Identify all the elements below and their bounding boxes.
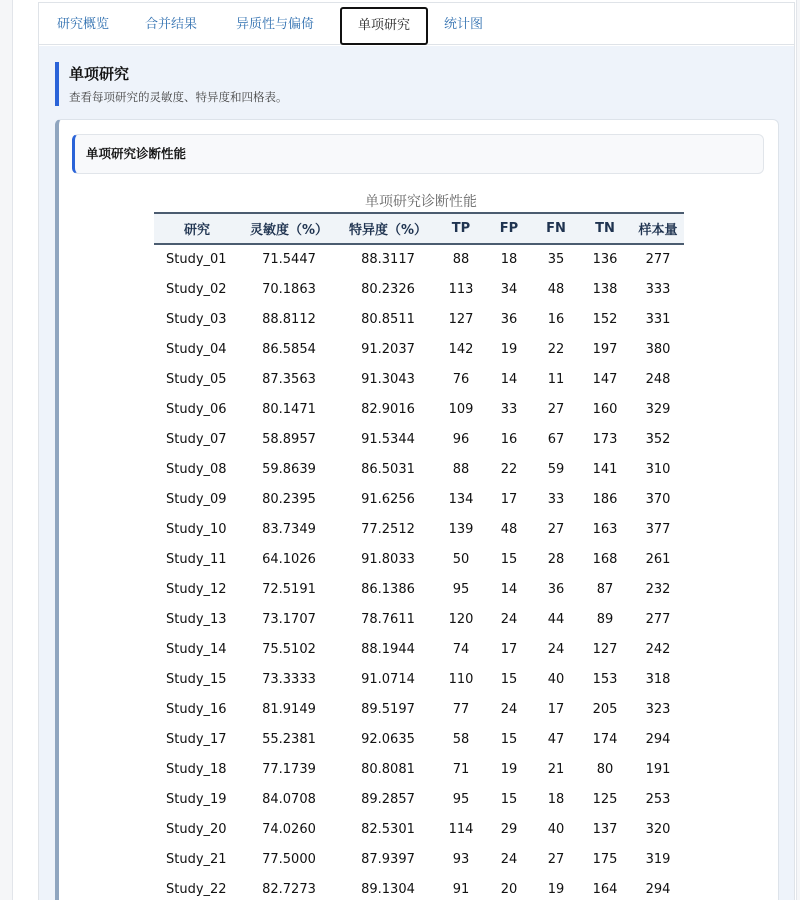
table-cell: 277 <box>645 252 671 267</box>
table-cell: 29 <box>500 821 518 837</box>
table-cell: 28 <box>547 551 565 567</box>
table-cell: 232 <box>645 581 671 597</box>
table-cell: Study_07 <box>166 431 227 447</box>
table-cell: Study_03 <box>166 311 227 327</box>
table-cell: 16 <box>500 431 518 447</box>
table-cell: 147 <box>592 371 618 387</box>
table-row <box>154 514 684 544</box>
table-row <box>154 664 684 694</box>
table-cell: 319 <box>645 851 671 867</box>
table-cell: 377 <box>645 521 671 537</box>
table-row <box>154 814 684 844</box>
table-cell: 310 <box>645 461 671 477</box>
tab-bar <box>39 3 794 45</box>
table-cell: 86.5031 <box>361 461 415 477</box>
column-header: FP <box>484 213 534 244</box>
table-row <box>154 304 684 334</box>
table-cell: Study_09 <box>166 491 227 507</box>
table-cell: 71.5447 <box>262 252 316 267</box>
table-cell: 87.9397 <box>361 851 415 867</box>
table-cell: 15 <box>500 551 518 567</box>
table-cell: 73.1707 <box>262 611 316 627</box>
table-cell: 186 <box>592 491 618 507</box>
table-cell: 24 <box>547 641 565 657</box>
table-cell: 19 <box>500 761 518 777</box>
table-cell: 22 <box>547 341 565 357</box>
table-header-row <box>154 213 684 244</box>
table-cell: 70.1863 <box>262 281 316 297</box>
table-cell: 136 <box>592 252 618 267</box>
table-cell: 27 <box>547 851 565 867</box>
table-cell: 114 <box>448 821 474 837</box>
table-cell: 109 <box>448 401 474 417</box>
table-cell: 277 <box>645 611 671 627</box>
table-cell: Study_08 <box>166 461 227 477</box>
table-cell: 370 <box>645 491 671 507</box>
table-cell: 76 <box>452 371 470 387</box>
table-cell: 80.8511 <box>361 311 415 327</box>
table-cell: 294 <box>645 881 671 897</box>
table-row <box>154 364 684 394</box>
table-cell: 88.8112 <box>262 311 316 327</box>
table-cell: 163 <box>592 521 618 537</box>
table-cell: 153 <box>592 671 618 687</box>
table-cell: 15 <box>500 671 518 687</box>
table-cell: 88 <box>452 461 470 477</box>
table-cell: 17 <box>500 641 518 657</box>
table-cell: 87 <box>596 581 614 597</box>
table-cell: 75.5102 <box>262 641 316 657</box>
table-cell: 120 <box>448 611 474 627</box>
table-cell: 77.2512 <box>361 521 415 537</box>
column-header: 灵敏度（%） <box>240 213 338 244</box>
table-cell: Study_14 <box>166 641 227 657</box>
table-cell: 86.5854 <box>262 341 316 357</box>
table-cell: 77.5000 <box>262 851 316 867</box>
table-cell: 80.2326 <box>361 281 415 297</box>
table-cell: 15 <box>500 731 518 747</box>
table-cell: 91 <box>452 881 470 897</box>
table-cell: 40 <box>547 671 565 687</box>
table-cell: 91.0714 <box>361 671 415 687</box>
table-cell: 197 <box>592 341 618 357</box>
table-cell: 14 <box>500 371 518 387</box>
table-cell: 175 <box>592 851 618 867</box>
table-cell: 110 <box>448 671 474 687</box>
table-cell: Study_21 <box>166 851 227 867</box>
table-cell: 333 <box>645 281 671 297</box>
table-cell: 14 <box>500 581 518 597</box>
page-frame <box>12 0 797 900</box>
table-cell: 20 <box>500 881 518 897</box>
table-cell: 22 <box>500 461 518 477</box>
table-cell: 164 <box>592 881 618 897</box>
table-cell: 40 <box>547 821 565 837</box>
table-cell: 95 <box>452 791 470 807</box>
table-cell: 127 <box>592 641 618 657</box>
table-cell: 80 <box>596 761 614 777</box>
table-row <box>154 244 684 274</box>
table-cell: 141 <box>592 461 618 477</box>
table-cell: 58.8957 <box>262 431 316 447</box>
table-cell: Study_11 <box>166 551 227 567</box>
table-cell: 33 <box>500 401 518 417</box>
card-title: 单项研究诊断性能 <box>72 134 764 174</box>
table-row <box>154 394 684 424</box>
section-title: 单项研究 <box>69 65 130 83</box>
table-cell: 173 <box>592 431 618 447</box>
table-cell: Study_18 <box>166 761 227 777</box>
table-cell: 21 <box>547 761 565 777</box>
table-cell: 44 <box>547 611 565 627</box>
column-header: TN <box>578 213 632 244</box>
table-cell: 82.7273 <box>262 881 316 897</box>
table-cell: Study_22 <box>166 881 227 897</box>
table-cell: 89.5197 <box>361 701 415 717</box>
table-row <box>154 484 684 514</box>
table-cell: 58 <box>452 731 470 747</box>
table-body <box>154 244 684 900</box>
table-cell: 33 <box>547 491 565 507</box>
study-performance-table <box>154 212 684 900</box>
table-cell: 24 <box>500 851 518 867</box>
table-cell: Study_19 <box>166 791 227 807</box>
table-cell: 67 <box>547 431 565 447</box>
table-row <box>154 754 684 784</box>
table-row <box>154 724 684 754</box>
table-cell: 320 <box>645 821 671 837</box>
table-cell: Study_06 <box>166 401 227 417</box>
table-cell: 160 <box>592 401 618 417</box>
main-panel <box>38 2 795 900</box>
table-cell: 142 <box>448 341 474 357</box>
table-cell: Study_04 <box>166 341 227 357</box>
table-cell: 72.5191 <box>262 581 316 597</box>
table-row <box>154 334 684 364</box>
table-cell: 352 <box>645 431 671 447</box>
tab-pooled-results[interactable]: 合并结果 <box>145 17 198 32</box>
table-cell: Study_13 <box>166 611 227 627</box>
table-cell: 88 <box>452 252 470 267</box>
table-cell: 91.2037 <box>361 341 415 357</box>
table-row <box>154 874 684 900</box>
table-cell: Study_16 <box>166 701 227 717</box>
table-cell: 253 <box>645 791 671 807</box>
table-cell: Study_10 <box>166 521 227 537</box>
table-cell: 89.2857 <box>361 791 415 807</box>
table-cell: 73.3333 <box>262 671 316 687</box>
tab-statistical-plots[interactable]: 统计图 <box>444 17 484 32</box>
table-cell: 84.0708 <box>262 791 316 807</box>
table-cell: 89.1304 <box>361 881 415 897</box>
tab-content <box>39 46 794 900</box>
table-row <box>154 844 684 874</box>
table-cell: Study_17 <box>166 731 227 747</box>
section-subtitle: 查看每项研究的灵敏度、特异度和四格表。 <box>69 90 288 104</box>
table-row <box>154 784 684 814</box>
table-row <box>154 604 684 634</box>
table-cell: Study_05 <box>166 371 227 387</box>
table-cell: 17 <box>547 701 565 717</box>
table-cell: 205 <box>592 701 618 717</box>
table-cell: 242 <box>645 641 671 657</box>
table-cell: 331 <box>645 311 671 327</box>
table-cell: 261 <box>645 551 671 567</box>
table-cell: 78.7611 <box>361 611 415 627</box>
table-cell: 27 <box>547 521 565 537</box>
table-cell: 18 <box>500 252 518 267</box>
table-cell: 93 <box>452 851 470 867</box>
table-cell: 95 <box>452 581 470 597</box>
table-cell: 139 <box>448 521 474 537</box>
table-cell: 24 <box>500 611 518 627</box>
table-cell: 125 <box>592 791 618 807</box>
table-row <box>154 454 684 484</box>
table-cell: 86.1386 <box>361 581 415 597</box>
table-cell: Study_15 <box>166 671 227 687</box>
tab-individual-studies[interactable]: 单项研究 <box>340 7 428 45</box>
column-header: FN <box>534 213 578 244</box>
tab-study-overview[interactable]: 研究概览 <box>57 17 110 32</box>
table-row <box>154 574 684 604</box>
table-row <box>154 634 684 664</box>
table-cell: 134 <box>448 491 474 507</box>
table-cell: 329 <box>645 401 671 417</box>
tab-heterogeneity-bias[interactable]: 异质性与偏倚 <box>236 17 315 32</box>
table-cell: 48 <box>500 521 518 537</box>
table-cell: 59 <box>547 461 565 477</box>
column-header: 特异度（%） <box>338 213 438 244</box>
table-cell: 248 <box>645 371 671 387</box>
column-header: 研究 <box>154 213 240 244</box>
table-cell: 168 <box>592 551 618 567</box>
section-header <box>55 62 775 106</box>
table-cell: 81.9149 <box>262 701 316 717</box>
table-cell: Study_12 <box>166 581 227 597</box>
table-cell: 27 <box>547 401 565 417</box>
table-cell: 96 <box>452 431 470 447</box>
table-cell: 152 <box>592 311 618 327</box>
table-cell: 83.7349 <box>262 521 316 537</box>
table-cell: 11 <box>547 371 565 387</box>
table-cell: 82.5301 <box>361 821 415 837</box>
table-cell: 74.0260 <box>262 821 316 837</box>
table-cell: 18 <box>547 791 565 807</box>
table-cell: 17 <box>500 491 518 507</box>
performance-card <box>55 119 779 900</box>
table-cell: 174 <box>592 731 618 747</box>
table-row <box>154 694 684 724</box>
table-row <box>154 274 684 304</box>
table-cell: 127 <box>448 311 474 327</box>
table-cell: 80.1471 <box>262 401 316 417</box>
table-cell: 89 <box>596 611 614 627</box>
table-cell: 318 <box>645 671 671 687</box>
column-header: TP <box>438 213 484 244</box>
table-cell: 35 <box>547 252 565 267</box>
table-cell: 191 <box>645 761 671 777</box>
table-cell: 91.5344 <box>361 431 415 447</box>
table-cell: 36 <box>500 311 518 327</box>
table-row <box>154 424 684 454</box>
table-cell: 59.8639 <box>262 461 316 477</box>
column-header: 样本量 <box>632 213 684 244</box>
table-cell: 16 <box>547 311 565 327</box>
table-cell: 80.2395 <box>262 491 316 507</box>
table-cell: 64.1026 <box>262 551 316 567</box>
table-cell: 77.1739 <box>262 761 316 777</box>
table-cell: 87.3563 <box>262 371 316 387</box>
table-cell: 137 <box>592 821 618 837</box>
table-cell: Study_02 <box>166 281 227 297</box>
table-cell: 92.0635 <box>361 731 415 747</box>
table-cell: 138 <box>592 281 618 297</box>
table-row <box>154 544 684 574</box>
table-cell: 91.3043 <box>361 371 415 387</box>
table-cell: 91.8033 <box>361 551 415 567</box>
table-cell: 74 <box>452 641 470 657</box>
table-cell: 19 <box>500 341 518 357</box>
table-cell: 91.6256 <box>361 491 415 507</box>
table-cell: 88.1944 <box>361 641 415 657</box>
table-cell: 77 <box>452 701 470 717</box>
table-cell: Study_01 <box>166 252 227 267</box>
table-cell: 71 <box>452 761 470 777</box>
table-cell: 19 <box>547 881 565 897</box>
table-cell: 55.2381 <box>262 731 316 747</box>
table-cell: 380 <box>645 341 671 357</box>
table-caption: 单项研究诊断性能 <box>365 194 477 210</box>
table-cell: 88.3117 <box>361 252 415 267</box>
table-cell: 47 <box>547 731 565 747</box>
table-cell: 24 <box>500 701 518 717</box>
table-cell: 323 <box>645 701 671 717</box>
table-cell: 15 <box>500 791 518 807</box>
table-cell: 48 <box>547 281 565 297</box>
table-cell: 294 <box>645 731 671 747</box>
table-cell: 34 <box>500 281 518 297</box>
table-cell: 113 <box>448 281 474 297</box>
table-cell: 82.9016 <box>361 401 415 417</box>
table-cell: 80.8081 <box>361 761 415 777</box>
table-cell: Study_20 <box>166 821 227 837</box>
table-cell: 50 <box>452 551 470 567</box>
table-cell: 36 <box>547 581 565 597</box>
